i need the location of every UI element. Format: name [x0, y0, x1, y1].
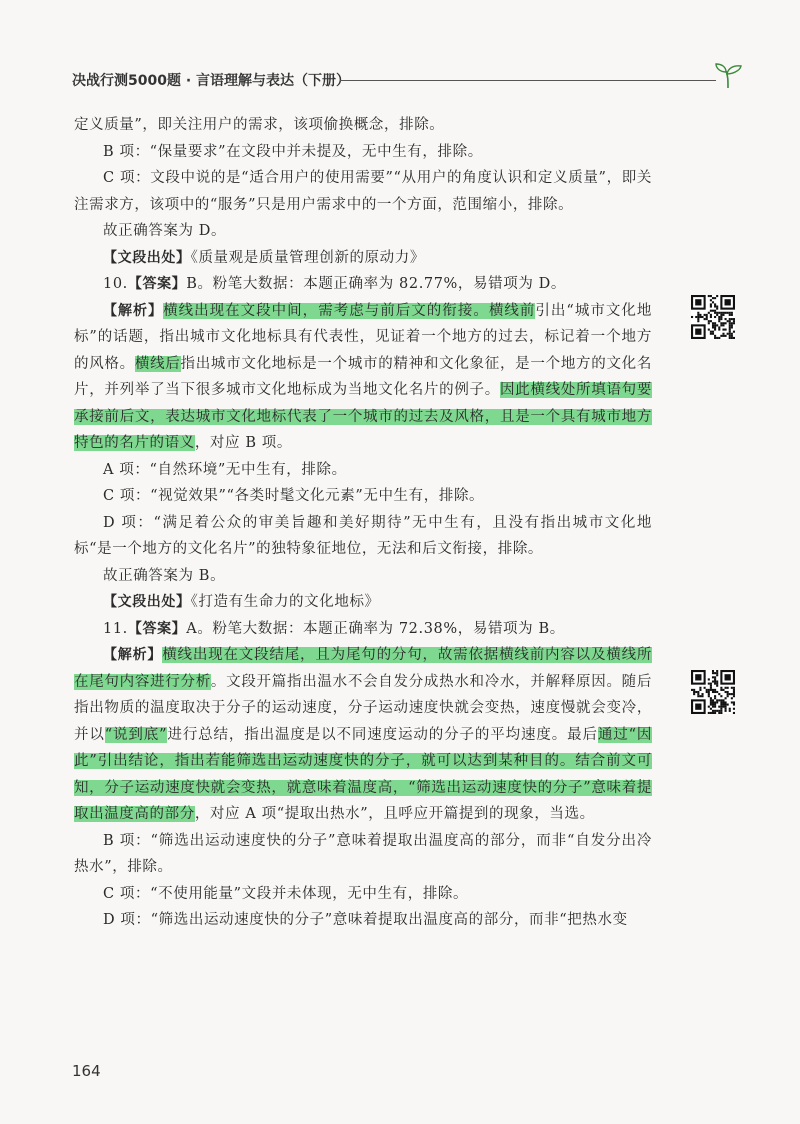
page-number: 164 — [72, 1062, 101, 1080]
text-run: 11. — [103, 620, 128, 637]
bracket-label: 【答案】 — [127, 276, 187, 292]
text-run: D 项：“筛选出运动速度快的分子”意味着提取出温度高的部分，而非“把热水变 — [103, 912, 628, 928]
bracket-label: 【文段出处】 — [103, 249, 191, 266]
highlighted-text: 横线出现在文段结尾，且为尾句的分句，故需依据横线前内容以及横线所在尾句内容进行分析 — [74, 647, 652, 690]
header-title: 决战行测5000题 · 言语理解与表达（下册） — [72, 73, 351, 89]
highlighted-text: “说到底” — [104, 726, 168, 743]
highlighted-text: 横线出现在文段中间，需考虑与前后文的衔接。横线前 — [163, 302, 536, 319]
text-run: B。粉笔大数据：本题正确率为 82.77%，易错项为 D。 — [186, 276, 566, 292]
page-body — [74, 112, 652, 934]
text-run: A 项：“自然环境”无中生有，排除。 — [103, 461, 347, 478]
text-run: 指出城市文化地标是一个城市的精神和文化象征，是一个地方的文化名片，并列举了当下很多城市文化地标成为当地文化名片的例子。 — [74, 355, 652, 398]
text-run: D 项：“满足着公众的审美旨趣和美好期待”无中生有，且没有指出城市文化地标“是一个地方的文化名片”的独特象征地位，无法和后文衔接，排除。 — [74, 514, 652, 557]
text-run: 故正确答案为 B。 — [103, 567, 226, 584]
text-run: 引出“城市文化地标”的话题，指出城市文化地标具有代表性，见证着一个地方的过去，标记着一个地方的风格。 — [74, 302, 652, 372]
text-run: 。文段开篇指出温水不会自发分成热水和冷水，并解释原因。随后指出物质的温度取决于分子的运动速度，分子运动速度快就会变热，速度慢就会变冷，并以 — [74, 673, 652, 743]
text-run: ，对应 A 项“提取出热水”，且呼应开篇提到的现象，当选。 — [194, 806, 595, 822]
header-rule — [340, 80, 716, 81]
paragraph-p11 — [74, 563, 652, 590]
paragraph-p7 — [74, 298, 652, 457]
paragraph-p2 — [74, 139, 652, 166]
text-run: C 项：“不使用能量”文段并未体现，无中生有，排除。 — [103, 885, 469, 902]
paragraph-p3 — [74, 165, 652, 218]
bracket-label: 【答案】 — [127, 620, 187, 637]
paragraph-p5 — [74, 245, 652, 272]
sprout-icon — [714, 62, 744, 90]
text-run: B 项：“筛选出运动速度快的分子”意味着提取出温度高的部分，而非“自发分出冷热水”，排除。 — [74, 832, 652, 875]
text-run: 《质量观是质量管理创新的原动力》 — [190, 249, 425, 266]
bracket-label: 【文段出处】 — [103, 594, 191, 610]
text-run: 定义质量”，即关注用户的需求，该项偷换概念，排除。 — [74, 117, 445, 133]
paragraph-p10 — [74, 510, 652, 563]
paragraph-p17 — [74, 907, 652, 934]
qr-code-q10 — [691, 295, 735, 339]
highlighted-text: 通过“因此”引出结论，指出若能筛选出运动速度快的分子，就可以达到某种目的。结合前文可知，分子运动速度快就会变热，就意味着温度高，“筛选出运动速度快的分子”意味着提取出温度高的部分 — [74, 726, 652, 822]
paragraph-p13 — [74, 616, 652, 643]
running-header — [72, 64, 744, 94]
text-run: 《打造有生命力的文化地标》 — [190, 594, 380, 610]
paragraph-p1 — [74, 112, 652, 139]
highlighted-text: 因此横线处所填语句要承接前后文，表达城市文化地标代表了一个城市的过去及风格，且是一个具有城市地方特色的名片的语义 — [74, 382, 652, 451]
paragraph-p9 — [74, 483, 652, 510]
qr-code-q11 — [691, 670, 735, 714]
bracket-label: 【解析】 — [103, 302, 164, 319]
text-run: 故正确答案为 D。 — [103, 223, 227, 239]
text-run: 10. — [103, 276, 128, 292]
paragraph-p16 — [74, 881, 652, 908]
text-run: B 项：“保量要求”在文段中并未提及，无中生有，排除。 — [103, 143, 483, 160]
text-run: ，对应 B 项。 — [194, 435, 292, 451]
text-run: C 项：“视觉效果”“各类时髦文化元素”无中生有，排除。 — [103, 488, 485, 504]
text-run: 进行总结，指出温度是以不同速度运动的分子的平均速度。最后 — [167, 726, 598, 743]
text-run: A。粉笔大数据：本题正确率为 72.38%，易错项为 B。 — [186, 620, 565, 637]
paragraph-p8 — [74, 457, 652, 484]
text-run: C 项：文段中说的是“适合用户的使用需要”“从用户的角度认识和定义质量”，即关注需求方，该项中的“服务”只是用户需求中的一个方面，范围缩小，排除。 — [74, 170, 652, 213]
paragraph-p12 — [74, 589, 652, 616]
paragraph-p6 — [74, 271, 652, 298]
paragraph-p4 — [74, 218, 652, 245]
bracket-label: 【解析】 — [103, 647, 163, 663]
paragraph-p14 — [74, 642, 652, 828]
highlighted-text: 横线后 — [134, 355, 181, 372]
paragraph-p15 — [74, 828, 652, 881]
